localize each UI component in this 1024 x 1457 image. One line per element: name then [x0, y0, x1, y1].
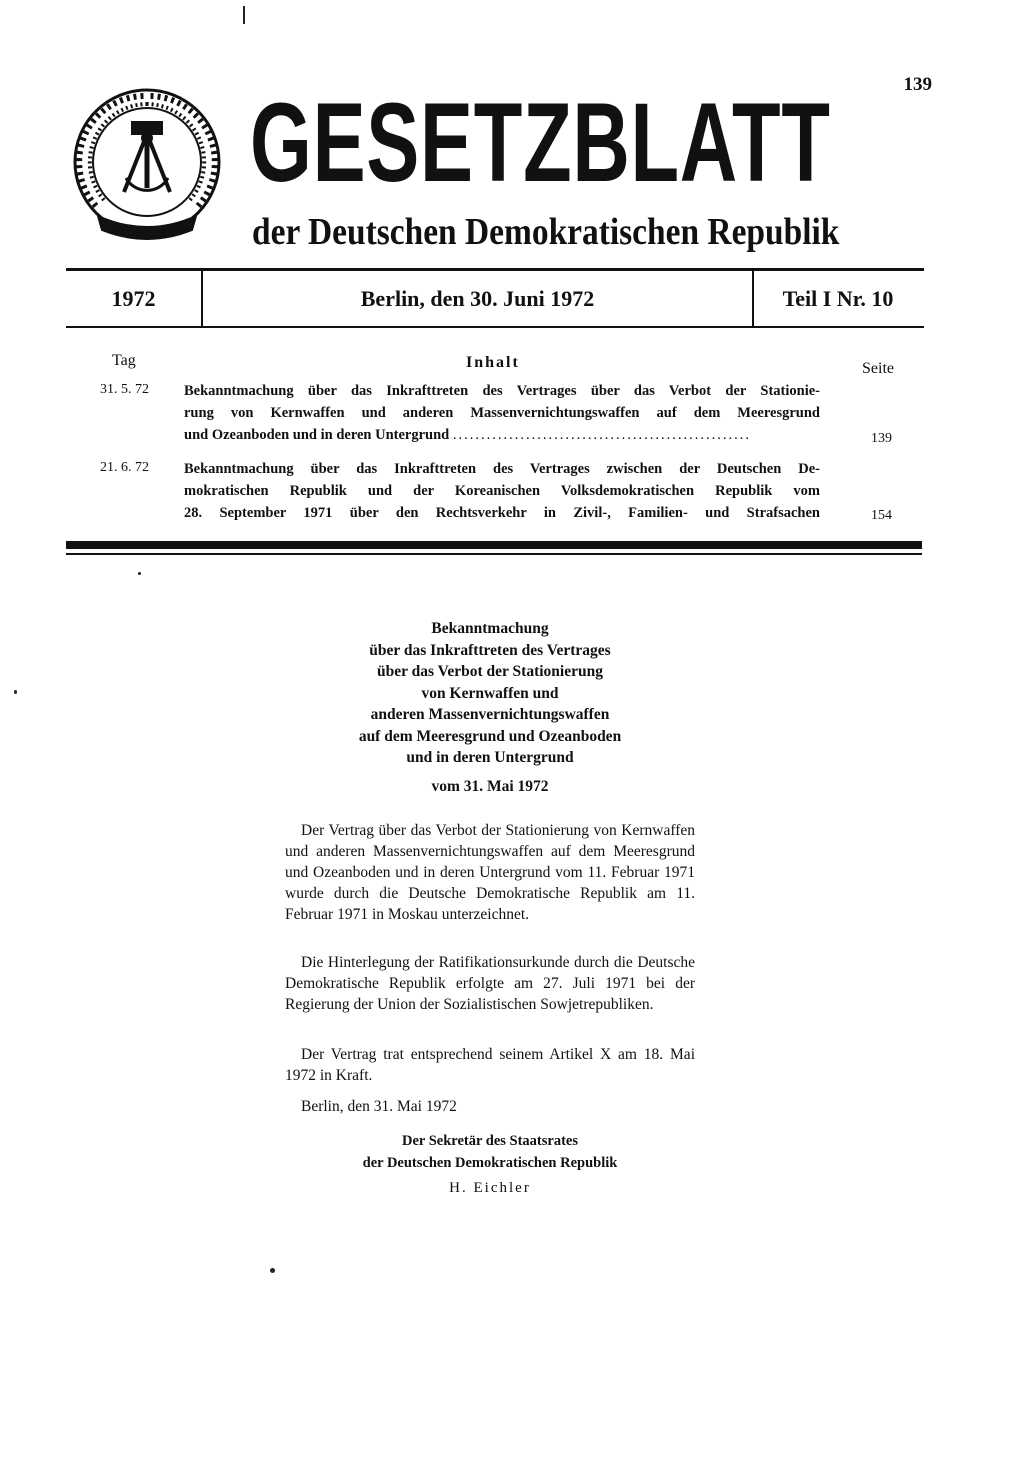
contents-entry-date: 21. 6. 72	[100, 460, 149, 475]
body-paragraph	[285, 820, 695, 925]
signatory-name: H. Eichler	[449, 1180, 531, 1196]
contents-entry-line: mokratischen Republik und der Koreanischen Volksdemokratischen Republik vom	[184, 483, 820, 499]
contents-entry-page: 139	[871, 431, 892, 446]
contents-title: Inhalt	[466, 354, 520, 371]
announcement-title-line: und in deren Untergrund	[406, 749, 574, 766]
body-paragraph-text: Der Vertrag trat entsprechend seinem Artikel X am 18. Mai 1972 in Kraft.	[285, 1046, 695, 1084]
scan-speck	[138, 572, 141, 575]
announcement-title-line: über das Inkrafttreten des Vertrages	[369, 641, 611, 659]
body-paragraph	[285, 952, 695, 1015]
contents-entry-text[interactable]	[184, 380, 820, 446]
separator-rule	[66, 541, 922, 549]
signatory-title	[290, 1130, 690, 1174]
masthead-title: GESETZBLATT	[250, 80, 831, 205]
scan-mark	[243, 6, 245, 24]
signatory-title-line: Der Sekretär des Staatsrates	[402, 1133, 578, 1149]
issue-info-bar	[66, 268, 924, 328]
scan-speck	[14, 690, 17, 694]
announcement-title-line: auf dem Meeresgrund und Ozeanboden	[358, 727, 622, 745]
announcement-date: vom 31. Mai 1972	[431, 778, 549, 795]
body-paragraph-text: Die Hinterlegung der Ratifikationsurkunde durch die Deutsche Demokratische Republik erfolgte am 27. Juli 1971 bei der Regierung der Union der Sozialistischen Sowjetrepubliken.	[285, 954, 695, 1013]
contents-page-header: Seite	[862, 360, 894, 377]
contents-entry-text[interactable]	[184, 458, 820, 524]
contents-entry-line: Bekanntmachung über das Inkrafttreten des Vertrages zwischen der Deutschen De-	[184, 461, 820, 477]
contents-entry-page: 154	[871, 508, 892, 523]
announcement-title-line: über das Verbot der Stationierung	[377, 663, 603, 680]
announcement-title-line: anderen Massenvernichtungswaffen	[370, 706, 610, 723]
signatory-title-line: der Deutschen Demokratischen Republik	[362, 1155, 618, 1171]
scan-speck	[270, 1268, 275, 1273]
body-paragraph	[285, 1044, 695, 1086]
contents-entry-line: Bekanntmachung über das Inkrafttreten des Vertrages über das Verbot der Stationie-	[184, 383, 820, 399]
page-number: 139	[903, 74, 932, 95]
issue-year: 1972	[111, 285, 156, 311]
state-emblem-icon	[68, 88, 226, 248]
contents-entry-line: und Ozeanboden und in deren Untergrund	[184, 427, 450, 443]
contents-entry-line: rung von Kernwaffen und anderen Massenvernichtungswaffen auf dem Meeresgrund	[184, 405, 820, 421]
contents-entry-last-line	[184, 424, 820, 446]
announcement-title	[290, 618, 690, 769]
announcement-title-line: von Kernwaffen und	[421, 684, 559, 702]
body-paragraph-text: Der Vertrag über das Verbot der Stationierung von Kernwaffen und anderen Massenvernichtungswaffen auf dem Meeresgrund und Ozeanboden und in deren Untergrund vom 11. Februar 1971 wurde durch die Deutsche Demokratische Republik am 11. Februar 1971 in Moskau unterzeichnet.	[285, 822, 695, 923]
separator-rule-thin	[66, 553, 922, 555]
issue-place-date: Berlin, den 30. Juni 1972	[201, 271, 754, 326]
contents-entry-line: 28. September 1971 über den Rechtsverkehr in Zivil-, Familien- und Strafsachen	[184, 505, 820, 521]
issue-number: Teil I Nr. 10	[782, 285, 894, 311]
signature-place-date: Berlin, den 31. Mai 1972	[301, 1098, 457, 1115]
masthead-subtitle: der Deutschen Demokratischen Republik	[252, 211, 840, 253]
leader-dots: .....................................................	[452, 427, 751, 443]
contents-date-header: Tag	[112, 352, 136, 369]
announcement-title-line: Bekanntmachung	[431, 620, 549, 637]
contents-entry-date: 31. 5. 72	[100, 382, 149, 397]
